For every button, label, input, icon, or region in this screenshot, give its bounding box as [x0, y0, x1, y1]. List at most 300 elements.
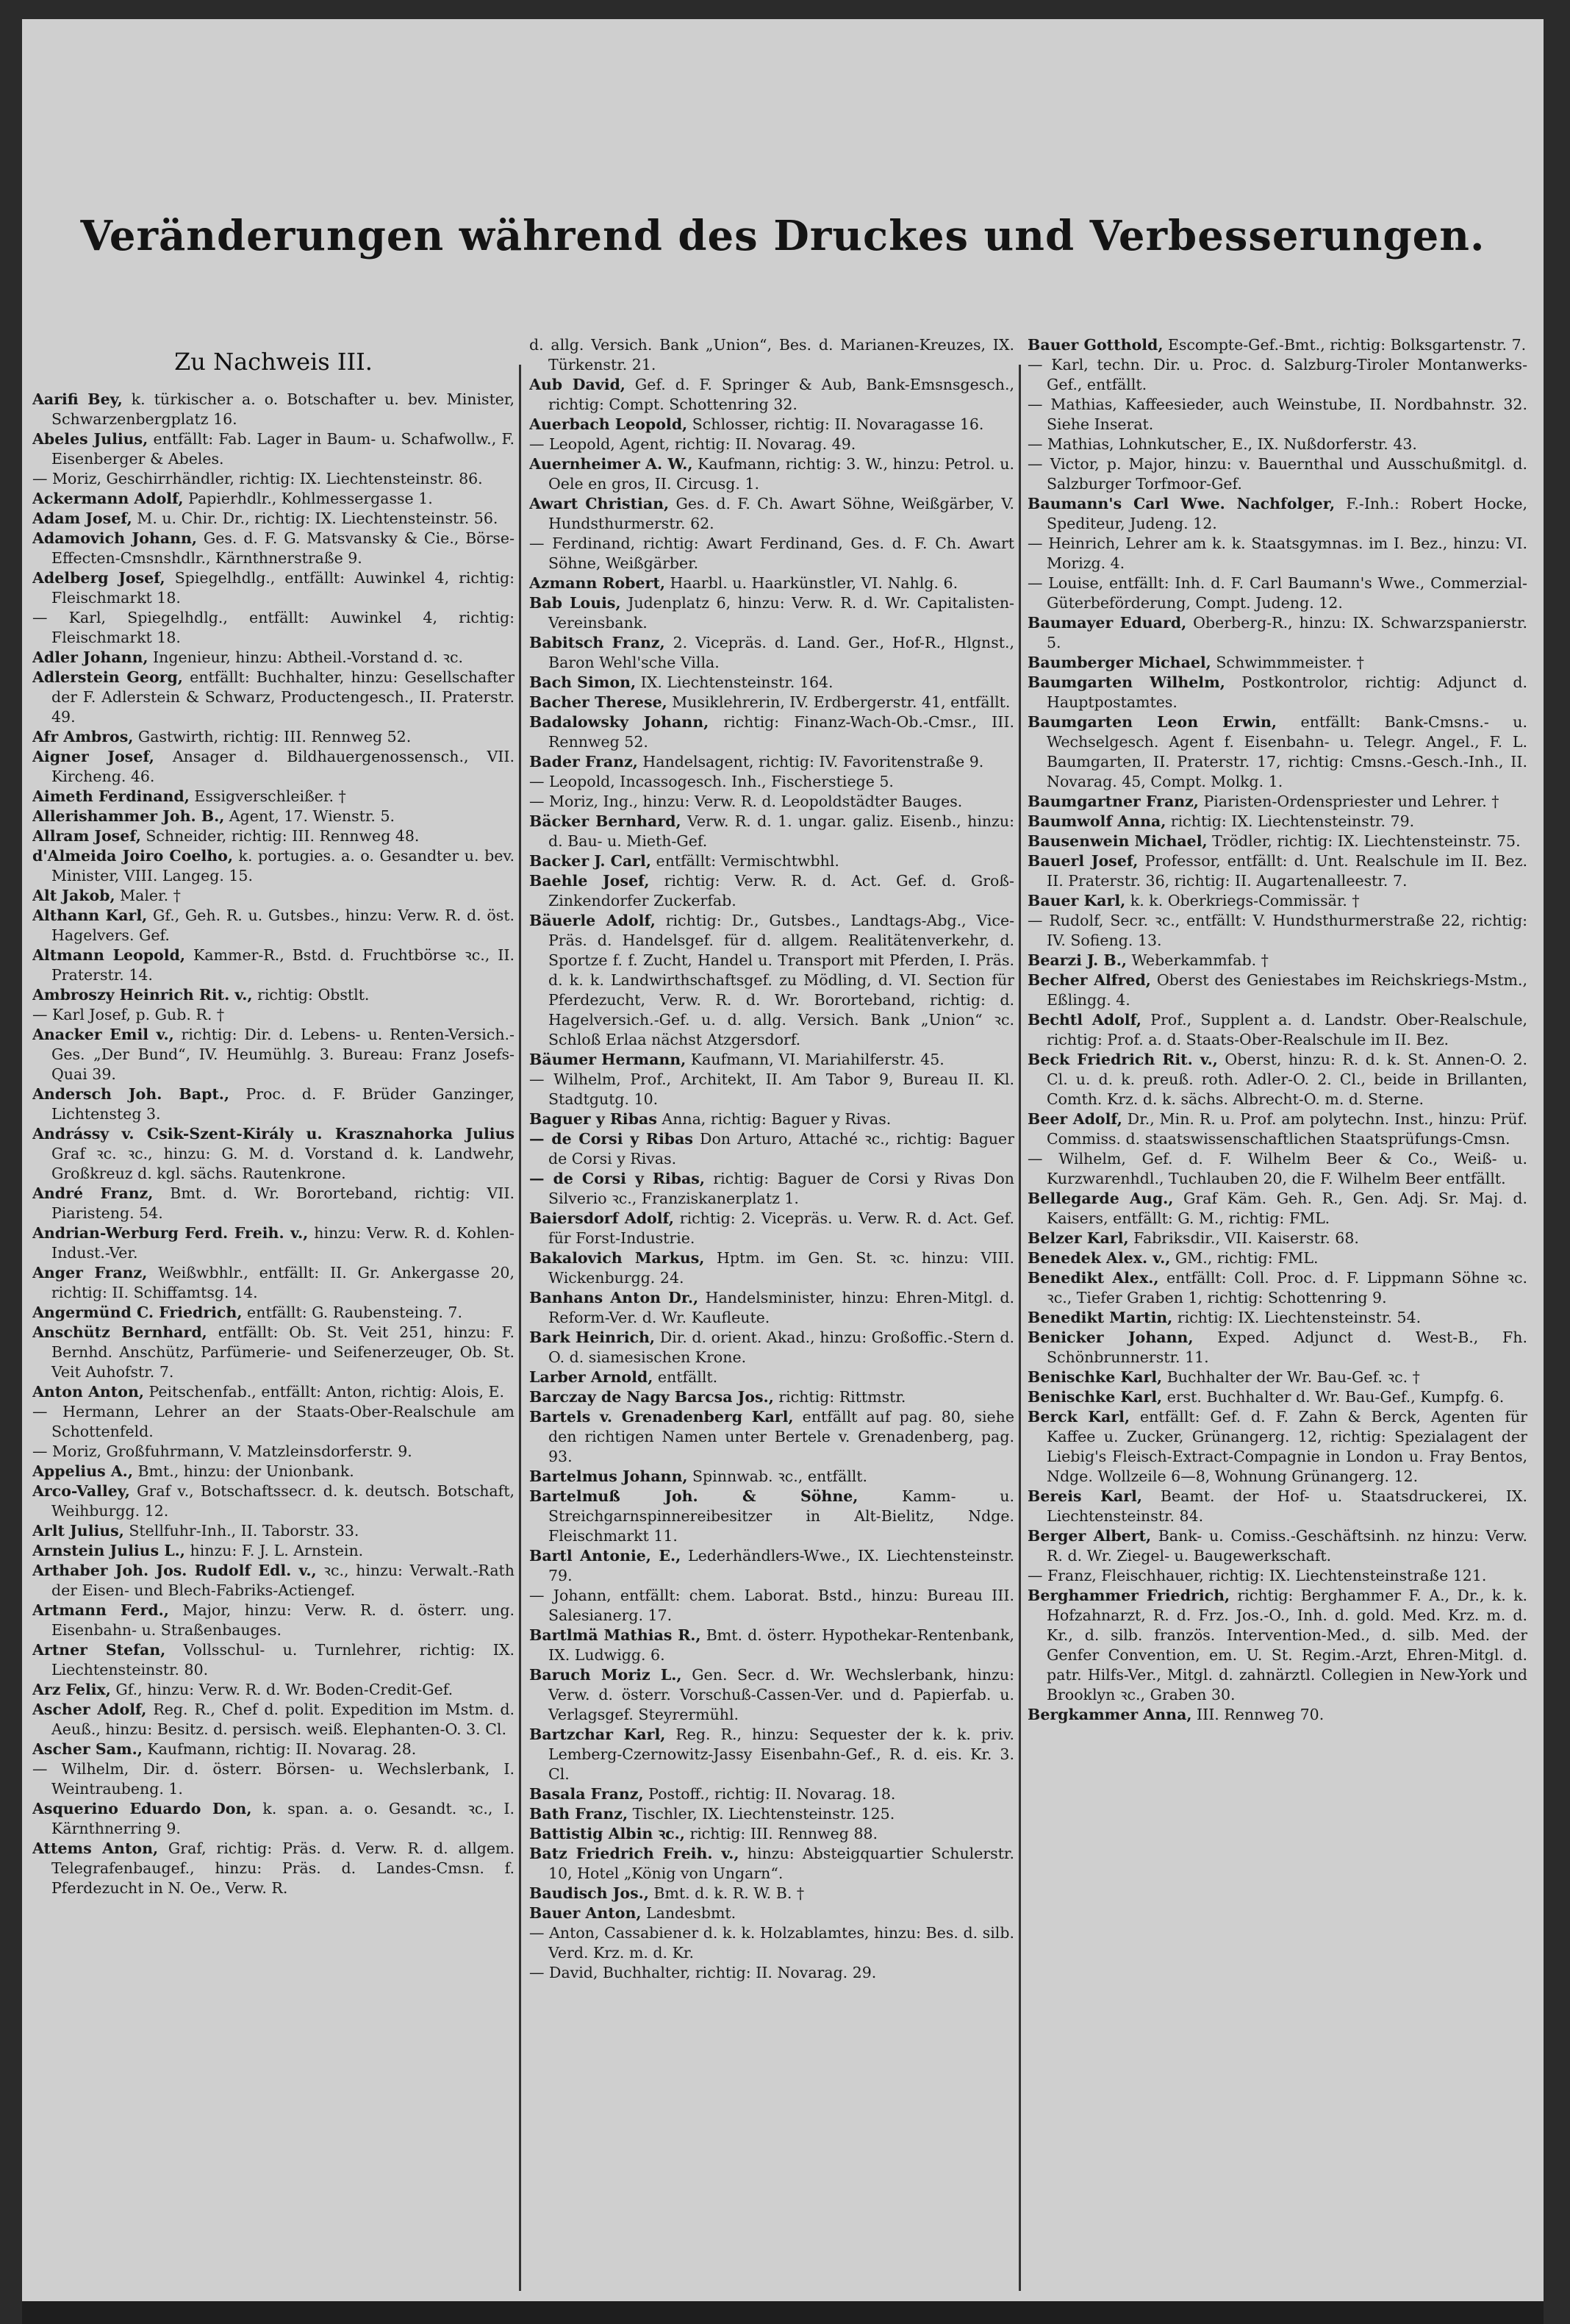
entry-name: Aigner Josef,	[32, 748, 154, 765]
entry-name: Bath Franz,	[529, 1805, 628, 1823]
entry-name: Adlerstein Georg,	[32, 668, 183, 686]
directory-entry	[1028, 454, 1527, 494]
entry-name: Becher Alfred,	[1028, 971, 1151, 989]
entry-text: Bmt. d. Wr. Bororteband, richtig: VII. Piaristeng. 54.	[51, 1184, 515, 1222]
entry-name: Bartels v. Grenadenberg Karl,	[529, 1408, 794, 1426]
directory-entry	[32, 429, 515, 469]
entry-text: — Ferdinand, richtig: Awart Ferdinand, Ges. d. F. Ch. Awart Söhne, Weißgärber.	[529, 534, 1014, 572]
directory-entry	[529, 1387, 1014, 1407]
entry-name: Aarifi Bey,	[32, 390, 123, 408]
entry-text: hinzu: Absteigquartier Schulerstr. 10, Hotel „König von Ungarn“.	[548, 1845, 1014, 1882]
entry-list	[529, 335, 1014, 1983]
directory-entry	[32, 1759, 515, 1799]
entry-text: Escompte-Gef.-Bmt., richtig: Bolksgartenstr. 7.	[1163, 336, 1527, 354]
directory-entry	[1028, 1010, 1527, 1050]
entry-name: Allerishammer Joh. B.,	[32, 807, 225, 825]
directory-entry	[32, 945, 515, 985]
entry-text: Weißwbhlr., entfällt: II. Gr. Ankergasse 20, richtig: II. Schiffamtsg. 14.	[51, 1264, 515, 1301]
entry-name: Baudisch Jos.,	[529, 1884, 649, 1902]
directory-entry	[1028, 1705, 1527, 1725]
entry-name: Bartl Antonie, E.,	[529, 1547, 681, 1565]
directory-entry	[529, 1626, 1014, 1665]
entry-text: Kammer-R., Bstd. d. Fruchtbörse ꝛc., II. Praterstr. 14.	[51, 946, 515, 984]
directory-entry	[1028, 1407, 1527, 1487]
directory-entry	[529, 494, 1014, 534]
entry-name: Arthaber Joh. Jos. Rudolf Edl. v.,	[32, 1562, 317, 1579]
directory-entry	[32, 1601, 515, 1640]
entry-name: Andersch Joh. Bapt.,	[32, 1085, 230, 1103]
entry-text: Schneider, richtig: III. Rennweg 48.	[140, 827, 420, 845]
directory-entry	[1028, 395, 1527, 435]
entry-text: Oberst des Geniestabes im Reichskriegs-Mstm., Eßlingg. 4.	[1047, 971, 1527, 1009]
directory-entry	[1028, 613, 1527, 653]
directory-entry	[1028, 1387, 1527, 1407]
directory-entry	[32, 1481, 515, 1521]
directory-entry	[32, 747, 515, 787]
column-1	[32, 335, 515, 2291]
entry-text: Weberkammfab. †	[1127, 951, 1269, 969]
entry-text: Schlosser, richtig: II. Novaragasse 16.	[687, 415, 984, 433]
entry-name: Benischke Karl,	[1028, 1388, 1163, 1406]
entry-text: Vollsschul- u. Turnlehrer, richtig: IX. Liechtensteinstr. 80.	[51, 1641, 515, 1678]
entry-text: — Heinrich, Lehrer am k. k. Staatsgymnas. im I. Bez., hinzu: VI. Morizg. 4.	[1028, 534, 1527, 572]
directory-entry	[529, 772, 1014, 792]
directory-entry	[529, 633, 1014, 673]
entry-text: Major, hinzu: Verw. R. d. österr. ung. Eisenbahn- u. Straßenbauges.	[51, 1601, 515, 1639]
entry-text: — Moriz, Ing., hinzu: Verw. R. d. Leopoldstädter Bauges.	[529, 793, 963, 810]
directory-entry	[529, 792, 1014, 812]
entry-name: Benischke Karl,	[1028, 1368, 1163, 1386]
directory-entry	[529, 375, 1014, 415]
entry-text: F.-Inh.: Robert Hocke, Spediteur, Judeng. 12.	[1047, 495, 1527, 532]
entry-name: Baumwolf Anna,	[1028, 812, 1166, 830]
entry-name: Bäumer Hermann,	[529, 1051, 687, 1068]
entry-name: Badalowsky Johann,	[529, 713, 709, 731]
directory-entry	[529, 1824, 1014, 1844]
entry-text: — Karl Josef, p. Gub. R. †	[32, 1006, 225, 1023]
entry-text: Ingenieur, hinzu: Abtheil.-Vorstand d. ꝛc.	[148, 648, 463, 666]
directory-entry	[529, 1467, 1014, 1487]
directory-entry	[529, 1248, 1014, 1288]
entry-text: Gastwirth, richtig: III. Rennweg 52.	[133, 728, 412, 746]
entry-name: Anger Franz,	[32, 1264, 148, 1281]
entry-name: Aimeth Ferdinand,	[32, 787, 190, 805]
entry-name: Awart Christian,	[529, 495, 670, 512]
directory-entry	[529, 1288, 1014, 1328]
entry-text: Stellfuhr-Inh., II. Taborstr. 33.	[123, 1522, 359, 1540]
directory-entry	[1028, 653, 1527, 673]
directory-entry	[32, 509, 515, 529]
entry-name: André Franz,	[32, 1184, 154, 1202]
directory-entry	[1028, 1109, 1527, 1149]
directory-entry	[32, 469, 515, 489]
entry-text: Proc. d. F. Brüder Ganzinger, Lichtensteg 3.	[51, 1085, 515, 1123]
directory-entry	[32, 1005, 515, 1025]
entry-text: Kamm- u. Streichgarnspinnereibesitzer in Alt-Bielitz, Ndge. Fleischmarkt 11.	[548, 1487, 1014, 1545]
entry-text: — Karl, Spiegelhdlg., entfällt: Auwinkel 4, richtig: Fleischmarkt 18.	[32, 609, 515, 646]
entry-name: Berck Karl,	[1028, 1408, 1130, 1426]
directory-entry	[32, 1223, 515, 1263]
entry-text: Hptm. im Gen. St. ꝛc. hinzu: VIII. Wickenburgg. 24.	[548, 1249, 1014, 1287]
entry-name: Bauerl Josef,	[1028, 852, 1139, 870]
entry-text: Graf Käm. Geh. R., Gen. Adj. Sr. Maj. d. Kaisers, entfällt: G. M., richtig: FML.	[1047, 1190, 1527, 1227]
entry-text: Professor, entfällt: d. Unt. Realschule im II. Bez. II. Praterstr. 36, richtig: II. Augartenalleestr. 7.	[1047, 852, 1527, 890]
entry-text: Prof., Supplent a. d. Landstr. Ober-Realschule, richtig: Prof. a. d. Staats-Ober-Realschule im II. Bez.	[1047, 1011, 1527, 1048]
entry-text: Papierhdlr., Kohlmessergasse 1.	[183, 490, 433, 507]
entry-text: k. span. a. o. Gesandt. ꝛc., I. Kärnthnerring 9.	[51, 1800, 515, 1837]
directory-entry	[1028, 1308, 1527, 1328]
directory-entry	[32, 568, 515, 608]
entry-name: Auernheimer A. W.,	[529, 455, 693, 473]
entry-name: Althann Karl,	[32, 907, 148, 924]
entry-text: Essigverschleißer. †	[189, 787, 346, 805]
entry-name: Asquerino Eduardo Don,	[32, 1800, 252, 1817]
entry-text: — Anton, Cassabiener d. k. k. Holzablamtes, hinzu: Bes. d. silb. Verd. Krz. m. d. Kr.	[529, 1924, 1014, 1962]
entry-name: Afr Ambros,	[32, 728, 134, 746]
directory-entry	[529, 851, 1014, 871]
entry-name: Anschütz Bernhard,	[32, 1323, 207, 1341]
entry-text: Haarbl. u. Haarkünstler, VI. Nahlg. 6.	[664, 574, 958, 592]
entry-name: — de Corsi y Ribas	[529, 1130, 693, 1148]
directory-entry	[529, 693, 1014, 712]
entry-text: — Wilhelm, Dir. d. österr. Börsen- u. Wechslerbank, I. Weintraubeng. 1.	[32, 1760, 515, 1798]
entry-name: Bader Franz,	[529, 753, 638, 771]
entry-text: ꝛc., hinzu: Verwalt.-Rath der Eisen- und Blech-Fabriks-Actiengef.	[51, 1562, 515, 1599]
entry-text: Bmt. d. k. R. W. B. †	[648, 1884, 805, 1902]
directory-entry	[529, 1050, 1014, 1070]
directory-entry	[32, 1541, 515, 1561]
directory-entry	[529, 1923, 1014, 1963]
entry-name: Bab Louis,	[529, 594, 621, 612]
entry-text: Ges. d. F. Ch. Awart Söhne, Weißgärber, V. Hundsthurmerstr. 62.	[548, 495, 1014, 532]
entry-name: Berger Albert,	[1028, 1527, 1152, 1545]
directory-entry	[529, 1963, 1014, 1983]
entry-text: — Mathias, Lohnkutscher, E., IX. Nußdorferstr. 43.	[1028, 435, 1417, 453]
entry-name: Bauer Gotthold,	[1028, 336, 1164, 354]
directory-entry	[32, 846, 515, 886]
entry-name: Benicker Johann,	[1028, 1329, 1194, 1346]
entry-text: III. Rennweg 70.	[1191, 1706, 1325, 1723]
entry-name: Baumberger Michael,	[1028, 654, 1211, 671]
entry-text: Oberberg-R., hinzu: IX. Schwarzspanierstr. 5.	[1047, 614, 1527, 651]
entry-text: Buchhalter der Wr. Bau-Gef. ꝛc. †	[1162, 1368, 1420, 1386]
entry-name: Adamovich Johann,	[32, 529, 197, 547]
directory-entry	[32, 1740, 515, 1759]
directory-entry	[32, 668, 515, 727]
directory-entry	[1028, 573, 1527, 613]
entry-name: Bach Simon,	[529, 673, 637, 691]
directory-entry	[1028, 1050, 1527, 1109]
entry-name: Ascher Adolf,	[32, 1701, 147, 1718]
directory-entry	[529, 1884, 1014, 1903]
entry-text: Agent, 17. Wienstr. 5.	[224, 807, 395, 825]
entry-name: Batz Friedrich Freih. v.,	[529, 1845, 739, 1862]
entry-text: — Hermann, Lehrer an der Staats-Ober-Realschule am Schottenfeld.	[32, 1403, 515, 1440]
entry-text: Beamt. der Hof- u. Staatsdruckerei, IX. Liechtensteinstr. 84.	[1047, 1487, 1527, 1525]
directory-entry	[529, 1407, 1014, 1467]
entry-name: Auerbach Leopold,	[529, 415, 688, 433]
entry-name: Bartlmä Mathias R.,	[529, 1626, 701, 1644]
entry-name: Angermünd C. Friedrich,	[32, 1304, 243, 1321]
directory-entry	[1028, 1328, 1527, 1367]
entry-text: richtig: Verw. R. d. Act. Gef. d. Groß-Zinkendorfer Zuckerfab.	[548, 872, 1014, 909]
directory-entry	[529, 1109, 1014, 1129]
directory-entry	[1028, 812, 1527, 832]
entry-text: — Leopold, Incassogesch. Inh., Fischerstiege 5.	[529, 773, 894, 790]
directory-entry	[1028, 1526, 1527, 1566]
directory-entry	[529, 1169, 1014, 1209]
entry-text: Ges. d. F. G. Matsvansky & Cie., Börse-Effecten-Cmsnshdlr., Kärnthnerstraße 9.	[51, 529, 515, 567]
entry-text: k. k. Oberkriegs-Commissär. †	[1125, 892, 1360, 909]
column-2	[529, 335, 1014, 2291]
directory-entry	[32, 1402, 515, 1442]
entry-name: Baruch Moriz L.,	[529, 1666, 682, 1684]
entry-name: Babitsch Franz,	[529, 634, 665, 651]
entry-text: richtig: Baguer de Corsi y Rivas Don Silverio ꝛc., Franziskanerplatz 1.	[548, 1170, 1014, 1207]
directory-entry	[32, 1124, 515, 1184]
entry-text: Kaufmann, richtig: 3. W., hinzu: Petrol. u. Oele en gros, II. Circusg. 1.	[548, 455, 1014, 493]
entry-text: Verw. R. d. 1. ungar. galiz. Eisenb., hinzu: d. Bau- u. Mieth-Gef.	[548, 812, 1014, 850]
entry-name: Banhans Anton Dr.,	[529, 1289, 699, 1306]
entry-text: hinzu: F. J. L. Arnstein.	[184, 1542, 364, 1559]
entry-text: Dr., Min. R. u. Prof. am polytechn. Inst., hinzu: Prüf. Commiss. d. staatswissenschaftlichen Staatsprüfungs-Cmsn.	[1047, 1110, 1527, 1148]
entry-text: erst. Buchhalter d. Wr. Bau-Gef., Kumpfg. 6.	[1162, 1388, 1505, 1406]
entry-name: Benedek Alex. v.,	[1028, 1249, 1171, 1267]
directory-entry	[32, 1521, 515, 1541]
entry-name: Bechtl Adolf,	[1028, 1011, 1142, 1029]
entry-text: Graf ꝛc. ꝛc., hinzu: G. M. d. Vorstand d. k. Landwehr, Großkreuz d. kgl. sächs. Rautenkrone.	[51, 1145, 515, 1182]
entry-name: Baiersdorf Adolf,	[529, 1209, 675, 1227]
entry-name: Ambroszy Heinrich Rit. v.,	[32, 986, 253, 1004]
entry-text: richtig: Berghammer F. A., Dr., k. k. Hofzahnarzt, R. d. Frz. Jos.-O., Inh. d. gold. Med. Krz. m. d. Kr., d. silb. französ. Intervention-Med., d. silb. Med. der Genfer Convention, em. U. St. Regim.-Arzt, Ehren-Mitgl. d. patr. Hilfs-Ver., Mitgl. d. zahnärztl. Collegien in New-York und Brooklyn ꝛc., Graben 30.	[1047, 1587, 1527, 1703]
directory-entry	[529, 454, 1014, 494]
entry-text: richtig: III. Rennweg 88.	[684, 1825, 878, 1842]
entry-name: Arco-Valley,	[32, 1482, 130, 1500]
entry-text: entfällt: Fab. Lager in Baum- u. Schafwollw., F. Eisenberger & Abeles.	[51, 430, 515, 468]
entry-text: Piaristen-Ordenspriester und Lehrer. †	[1198, 793, 1499, 810]
entry-name: Bearzi J. B.,	[1028, 951, 1128, 969]
section-heading: Zu Nachweis III.	[174, 348, 373, 376]
directory-entry	[32, 1303, 515, 1323]
directory-entry	[32, 608, 515, 648]
entry-name: Adelberg Josef,	[32, 569, 165, 587]
entry-text: Postoff., richtig: II. Novarag. 18.	[643, 1785, 896, 1803]
entry-text: Gf., Geh. R. u. Gutsbes., hinzu: Verw. R. d. öst. Hagelvers. Gef.	[51, 907, 515, 944]
directory-entry	[529, 1725, 1014, 1784]
directory-entry	[529, 1903, 1014, 1923]
entry-name: Baumann's Carl Wwe. Nachfolger,	[1028, 495, 1336, 512]
entry-text: entfällt: Vermischtwbhl.	[650, 852, 839, 870]
entry-text: entfällt: Gef. d. F. Zahn & Berck, Agenten für Kaffee u. Zucker, Grünangerg. 12, richtig: Spezialagent der Liebig's Fleisch-Extract-Compagnie in London u. Fray Bentos, Ndge. Wollzeile 6—8, Wohnung Grünangerg. 12.	[1047, 1408, 1527, 1485]
directory-entry	[529, 712, 1014, 752]
entry-name: Bäuerle Adolf,	[529, 912, 656, 929]
directory-entry	[1028, 435, 1527, 454]
entry-name: Allram Josef,	[32, 827, 141, 845]
directory-entry	[1028, 832, 1527, 851]
entry-text: Reg. R., hinzu: Sequester der k. k. priv. Lemberg-Czernowitz-Jassy Eisenbahn-Gef., R. d. eis. Kr. 3. Cl.	[548, 1726, 1014, 1783]
entry-text: — Mathias, Kaffeesieder, auch Weinstube, II. Nordbahnstr. 32. Siehe Inserat.	[1028, 396, 1527, 433]
entry-text: Bmt., hinzu: der Unionbank.	[132, 1462, 354, 1480]
entry-text: entfällt: G. Raubensteing. 7.	[242, 1304, 462, 1321]
directory-entry	[529, 1070, 1014, 1109]
directory-entry	[1028, 673, 1527, 712]
entry-name: Artmann Ferd.,	[32, 1601, 169, 1619]
entry-list	[32, 390, 515, 1898]
entry-text: — Wilhelm, Gef. d. F. Wilhelm Beer & Co., Weiß- u. Kurzwarenhdl., Tuchlauben 20, die F. Wilhelm Beer entfällt.	[1028, 1150, 1527, 1187]
entry-text: Handelsminister, hinzu: Ehren-Mitgl. d. Reform-Ver. d. Wr. Kaufleute.	[548, 1289, 1014, 1326]
entry-name: Arlt Julius,	[32, 1522, 124, 1540]
entry-name: Anacker Emil v.,	[32, 1026, 174, 1043]
entry-name: Bäcker Bernhard,	[529, 812, 681, 830]
entry-name: — de Corsi y Ribas,	[529, 1170, 705, 1187]
entry-name: Altmann Leopold,	[32, 946, 185, 964]
entry-text: richtig: IX. Liechtensteinstr. 54.	[1172, 1309, 1422, 1326]
entry-text: Reg. R., Chef d. polit. Expedition im Mstm. d. Aeuß., hinzu: Besitz. d. persisch. weiß. Elephanten-O. 3. Cl.	[51, 1701, 515, 1738]
entry-name: Baehle Josef,	[529, 872, 650, 890]
directory-entry	[1028, 1268, 1527, 1308]
entry-name: Arnstein Julius L.,	[32, 1542, 185, 1559]
entry-text: entfällt.	[653, 1368, 718, 1386]
entry-name: Belzer Karl,	[1028, 1229, 1129, 1247]
entry-text: k. portugies. a. o. Gesandter u. bev. Minister, VIII. Langeg. 15.	[51, 847, 515, 884]
directory-entry	[32, 1263, 515, 1303]
entry-name: Bauer Karl,	[1028, 892, 1126, 909]
entry-text: — Karl, techn. Dir. u. Proc. d. Salzburg-Tiroler Montanwerks-Gef., entfällt.	[1028, 356, 1527, 393]
directory-entry	[32, 807, 515, 826]
directory-entry	[1028, 1566, 1527, 1586]
entry-name: Baumgarten Wilhelm,	[1028, 673, 1225, 691]
entry-text: Graf v., Botschaftssecr. d. k. deutsch. Botschaft, Weihburgg. 12.	[51, 1482, 515, 1520]
entry-text: Postkontrolor, richtig: Adjunct d. Hauptpostamtes.	[1047, 673, 1527, 711]
entry-text: Exped. Adjunct d. West-B., Fh. Schönbrunnerstr. 11.	[1047, 1329, 1527, 1366]
entry-text: Oberst, hinzu: R. d. k. St. Annen-O. 2. Cl. u. d. k. preuß. roth. Adler-O. 2. Cl., beide in Brillanten, Comth. Krz. d. k. sächs. Albrecht-O. m. d. Sterne.	[1047, 1051, 1527, 1108]
directory-entry	[529, 593, 1014, 633]
entry-name: Ackermann Adolf,	[32, 490, 184, 507]
directory-entry	[32, 985, 515, 1005]
entry-text: Bank- u. Comiss.-Geschäftsinh. nz hinzu: Verw. R. d. Wr. Ziegel- u. Baugewerkschaft.	[1047, 1527, 1527, 1565]
column-3	[1028, 335, 1527, 2291]
directory-entry	[529, 1804, 1014, 1824]
directory-entry	[1028, 1189, 1527, 1229]
directory-entry	[32, 727, 515, 747]
directory-entry	[32, 1680, 515, 1700]
directory-entry	[529, 1487, 1014, 1546]
entry-text: Spiegelhdlg., entfällt: Auwinkel 4, richtig: Fleischmarkt 18.	[51, 569, 515, 607]
entry-text: — Victor, p. Major, hinzu: v. Bauernthal und Ausschußmitgl. d. Salzburger Torfmoor-Gef.	[1028, 455, 1527, 493]
entry-name: Beer Adolf,	[1028, 1110, 1122, 1128]
entry-name: Adler Johann,	[32, 648, 148, 666]
entry-name: Baguer y Ribas	[529, 1110, 657, 1128]
entry-name: Aub David,	[529, 376, 626, 393]
entry-name: Bausenwein Michael,	[1028, 832, 1208, 850]
directory-entry	[529, 415, 1014, 435]
entry-name: Abeles Julius,	[32, 430, 148, 448]
directory-entry	[32, 489, 515, 509]
entry-name: Bark Heinrich,	[529, 1329, 656, 1346]
entry-text: Ansager d. Bildhauergenossensch., VII. Kircheng. 46.	[51, 748, 515, 785]
entry-name: Bakalovich Markus,	[529, 1249, 705, 1267]
entry-text: d. allg. Versich. Bank „Union“, Bes. d. Marianen-Kreuzes, IX. Türkenstr. 21.	[529, 336, 1014, 373]
entry-name: Beck Friedrich Rit. v.,	[1028, 1051, 1218, 1068]
entry-name: Benedikt Martin,	[1028, 1309, 1173, 1326]
entry-name: Barczay de Nagy Barcsa Jos.,	[529, 1388, 774, 1406]
entry-text: Dir. d. orient. Akad., hinzu: Großoffic.-Stern d. O. d. siamesischen Krone.	[548, 1329, 1014, 1366]
entry-text: Landesbmt.	[641, 1904, 736, 1922]
entry-name: Ascher Sam.,	[32, 1740, 143, 1758]
entry-name: Bauer Anton,	[529, 1904, 642, 1922]
directory-entry	[32, 906, 515, 945]
entry-name: Benedikt Alex.,	[1028, 1269, 1159, 1287]
directory-entry	[32, 1184, 515, 1223]
entry-text: richtig: Finanz-Wach-Ob.-Cmsr., III. Rennweg 52.	[548, 713, 1014, 751]
directory-entry	[529, 1665, 1014, 1725]
entry-name: d'Almeida Joiro Coelho,	[32, 847, 233, 865]
entry-name: Baumayer Eduard,	[1028, 614, 1187, 632]
entry-text: Spinnwab. ꝛc., entfällt.	[687, 1467, 868, 1485]
entry-name: Bacher Therese,	[529, 693, 667, 711]
directory-entry	[32, 1561, 515, 1601]
directory-entry	[529, 1586, 1014, 1626]
entry-name: Berghammer Friedrich,	[1028, 1587, 1230, 1604]
directory-entry	[32, 1084, 515, 1124]
page-title: Veränderungen während des Druckes und Verbesserungen.	[80, 212, 1485, 260]
directory-entry	[1028, 891, 1527, 911]
directory-entry	[1028, 792, 1527, 812]
entry-name: Backer J. Carl,	[529, 852, 651, 870]
entry-text: Fabriksdir., VII. Kaiserstr. 68.	[1128, 1229, 1359, 1247]
document-page	[22, 19, 1544, 2302]
entry-text: Schwimmmeister. †	[1211, 654, 1364, 671]
entry-name: Battistig Albin ꝛc.,	[529, 1825, 685, 1842]
entry-text: hinzu: Verw. R. d. Kohlen-Indust.-Ver.	[51, 1224, 515, 1262]
entry-name: Bartelmuß Joh. & Söhne,	[529, 1487, 859, 1505]
directory-entry	[32, 1323, 515, 1382]
directory-entry	[529, 435, 1014, 454]
entry-text: — Moriz, Großfuhrmann, V. Matzleinsdorferstr. 9.	[32, 1442, 412, 1460]
directory-entry	[32, 886, 515, 906]
entry-text: Gen. Secr. d. Wr. Wechslerbank, hinzu: Verw. d. österr. Vorschuß-Cassen-Ver. und d. Papierfab. u. Verlagsgef. Steyrermühl.	[548, 1666, 1014, 1723]
entry-name: Bereis Karl,	[1028, 1487, 1142, 1505]
entry-text: — David, Buchhalter, richtig: II. Novarag. 29.	[529, 1964, 877, 1981]
entry-name: Azmann Robert,	[529, 574, 665, 592]
entry-name: Artner Stefan,	[32, 1641, 166, 1659]
directory-entry	[1028, 534, 1527, 573]
entry-name: Baumgarten Leon Erwin,	[1028, 713, 1277, 731]
entry-text: Kaufmann, VI. Mariahilferstr. 45.	[686, 1051, 944, 1068]
entry-text: Trödler, richtig: IX. Liechtensteinstr. 75.	[1207, 832, 1521, 850]
entry-text: richtig: Rittmstr.	[773, 1388, 906, 1406]
entry-text: richtig: Dir. d. Lebens- u. Renten-Versich.-Ges. „Der Bund“, IV. Heumühlg. 3. Bureau: Franz Josefs-Quai 39.	[51, 1026, 515, 1083]
directory-entry	[32, 826, 515, 846]
entry-text: entfällt auf pag. 80, siehe den richtigen Namen unter Bertele v. Grenadenberg, pag. 93.	[548, 1408, 1014, 1465]
directory-entry	[1028, 1149, 1527, 1189]
entry-name: Bergkammer Anna,	[1028, 1706, 1192, 1723]
entry-text: 2. Vicepräs. d. Land. Ger., Hof-R., Hlgnst., Baron Wehl'sche Villa.	[548, 634, 1014, 671]
directory-entry	[32, 1382, 515, 1402]
entry-name: Andrian-Werburg Ferd. Freih. v.,	[32, 1224, 309, 1242]
directory-entry	[529, 1784, 1014, 1804]
directory-entry	[32, 787, 515, 807]
entry-name: Attems Anton,	[32, 1839, 159, 1857]
entry-text: — Leopold, Agent, richtig: II. Novarag. 49.	[529, 435, 856, 453]
entry-text: Musiklehrerin, IV. Erdbergerstr. 41, entfällt.	[667, 693, 1011, 711]
entry-name: Basala Franz,	[529, 1785, 644, 1803]
entry-name: Bartelmus Johann,	[529, 1467, 688, 1485]
directory-entry	[529, 573, 1014, 593]
directory-entry	[529, 752, 1014, 772]
entry-text: Maler. †	[115, 887, 181, 904]
entry-text: Judenplatz 6, hinzu: Verw. R. d. Wr. Capitalisten-Vereinsbank.	[548, 594, 1014, 632]
